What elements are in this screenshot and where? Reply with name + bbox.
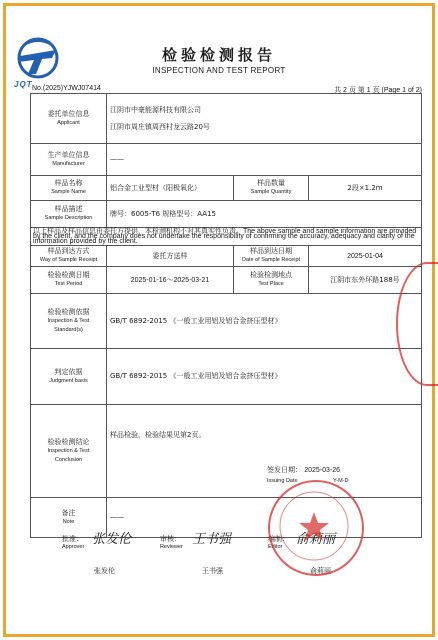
applicant-address: 江阴市周庄镇周西村龙云路20号 — [110, 122, 210, 131]
sample-description-value: 牌号：6005-T6 规格型号：AA15 — [107, 201, 422, 228]
receipt-date-value: 2025-01-04 — [309, 246, 422, 267]
logo-text: JQT — [14, 80, 33, 89]
official-seal-stamp — [268, 480, 364, 576]
note-label: 备注 Note — [31, 498, 107, 538]
editor-signature: 俞莉丽 — [296, 532, 336, 547]
editor-name: 俞莉丽 — [310, 567, 331, 575]
receipt-way-label: 样品到达方式 Way of Sample Receipt — [31, 246, 107, 267]
sample-description-label: 样品描述 Sample Description — [31, 201, 107, 228]
reviewer-label-en: Reviewer — [160, 544, 183, 550]
receipt-way-value: 委托方送样 — [107, 246, 234, 267]
issue-date-label: 签发日期： — [267, 466, 302, 474]
judgment-value: GB/T 6892-2015 《一般工业用铝及铝合金挤压型材》 — [107, 349, 422, 405]
report-table — [30, 93, 422, 538]
sample-name-value: 铝合金工业型材（阳极氧化） — [107, 176, 234, 201]
test-place-value: 江阴市东外环路188号 — [309, 267, 422, 294]
approver-label: 批准： — [62, 535, 83, 543]
conclusion-text: 样品检验，检验结果见第2页。 — [110, 431, 206, 439]
sample-description-row — [31, 201, 422, 228]
judgment-row — [31, 349, 422, 405]
test-period-value: 2025-01-16～2025-03-21 — [107, 267, 234, 294]
issue-date-label-en: Issuing Date — [267, 478, 298, 484]
manufacturer-value: —— — [107, 144, 422, 176]
sample-quantity-label: 样品数量 Sample Quantity — [234, 176, 309, 201]
seal-star-icon — [270, 482, 358, 570]
conclusion-label: 检验检测结论 Inspection & Test Conclusion — [31, 405, 107, 498]
reviewer-name: 王书强 — [202, 567, 223, 575]
conclusion-row — [31, 405, 422, 498]
applicant-row — [31, 94, 422, 144]
judgment-label: 判定依据 Judgment basis — [31, 349, 107, 405]
page-number: 共 2 页 第 1 页 (Page 1 of 2) — [334, 87, 422, 94]
note-value: —— — [107, 498, 422, 538]
sample-name-row — [31, 176, 422, 201]
approver-block — [62, 534, 84, 550]
sample-name-label: 样品名称 Sample Name — [31, 176, 107, 201]
receipt-date-label: 样品到达日期 Date of Sample Receipt — [234, 246, 309, 267]
reviewer-block — [160, 534, 183, 550]
test-period-label: 检验检测日期 Test Period — [31, 267, 107, 294]
manufacturer-row — [31, 144, 422, 176]
disclaimer-text: 以上样品及样品信息由委托方提供，本检测机构不对其真实性负责。The above sample and sample information are provided by the client, and the company does not undertake the responsibility of confirming the accuracy, adequacy and clarity of the information provided by the client. — [31, 228, 422, 246]
disclaimer-row — [31, 228, 422, 246]
report-title-cn: 检验检测报告 — [161, 46, 276, 64]
report-title-en: INSPECTION AND TEST REPORT — [152, 66, 286, 75]
applicant-name: 江阴市中豪能源科技有限公司 — [110, 105, 201, 114]
report-number: No.(2025)YJWJ07414 — [32, 85, 101, 92]
editor-label: 编制： — [268, 535, 289, 543]
issue-date-value: 2025-03-26 — [304, 467, 341, 474]
editor-label-en: Editor — [268, 544, 283, 550]
issue-date-format: Y-M-D — [333, 478, 349, 484]
manufacturer-label: 生产单位信息 Manufacturer — [31, 144, 107, 176]
reviewer-label: 审核： — [160, 535, 181, 543]
reviewer-signature: 王书强 — [192, 532, 232, 547]
approver-label-en: Approver — [62, 544, 85, 550]
approver-signature: 张发伦 — [92, 532, 132, 547]
conclusion-value-cell — [107, 405, 422, 498]
standard-label: 检验检测依据 Inspection & Test Standard(s) — [31, 294, 107, 349]
standard-row — [31, 294, 422, 349]
applicant-label: 委托单位信息 Applicant — [31, 94, 107, 144]
applicant-value — [107, 94, 422, 144]
sample-quantity-value: 2段×1.2m — [309, 176, 422, 201]
standard-value: GB/T 6892-2015 《一般工业用铝及铝合金挤压型材》 — [107, 294, 422, 349]
test-row — [31, 267, 422, 294]
test-place-label: 检验检测地点 Test Place — [234, 267, 309, 294]
approver-name: 张发伦 — [94, 567, 115, 575]
receipt-row — [31, 246, 422, 267]
